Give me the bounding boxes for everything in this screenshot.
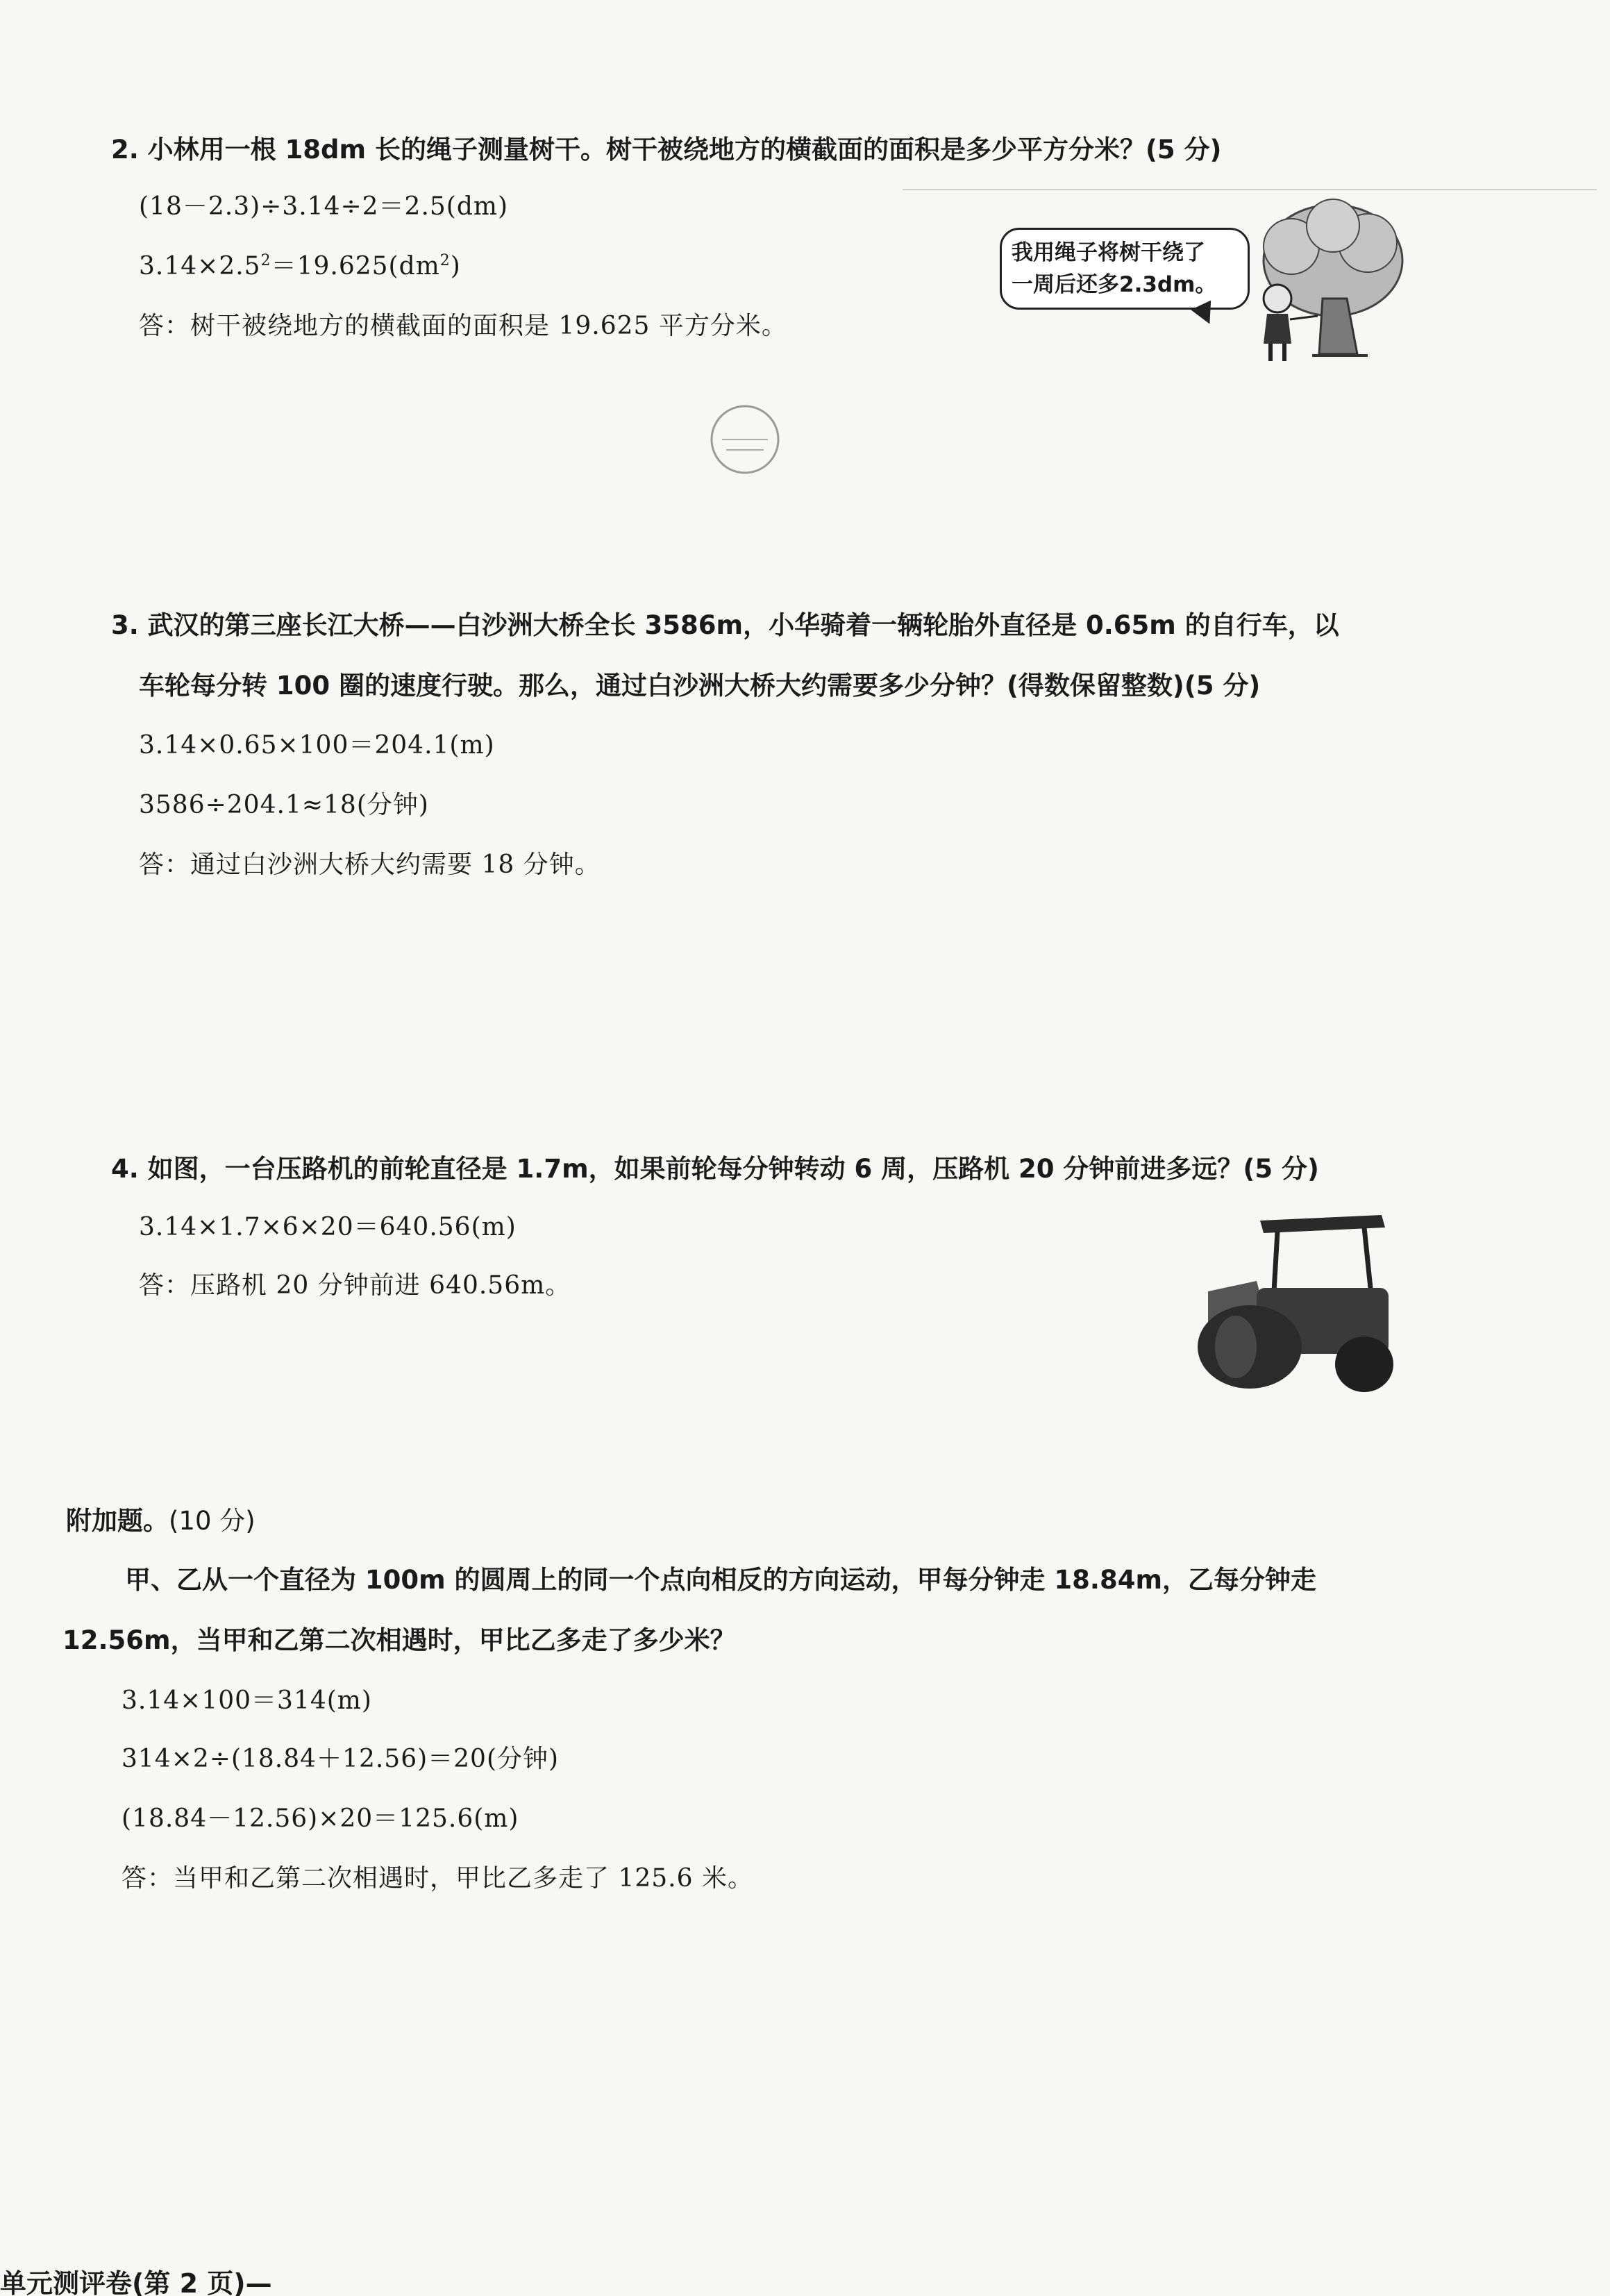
bubble-line-2: 一周后还多2.3dm。 [1012, 272, 1217, 297]
q3-answer: 答：通过白沙洲大桥大约需要 18 分钟。 [139, 850, 601, 879]
q2-step1: (18－2.3)÷3.14÷2＝2.5(dm) [139, 192, 509, 221]
q4-answer: 答：压路机 20 分钟前进 640.56m。 [139, 1271, 571, 1300]
q3-step1: 3.14×0.65×100＝204.1(m) [139, 731, 495, 760]
homework-stamp [707, 401, 783, 478]
q4-question: 4. 如图，一台压路机的前轮直径是 1.7m，如果前轮每分钟转动 6 周，压路机 20 分钟前进多远？(5 分) [111, 1154, 1319, 1184]
q2-question: 2. 小林用一根 18dm 长的绳子测量树干。树干被绕地方的横截面的面积是多少平方分米？(5 分) [111, 135, 1222, 165]
q3-question-line1: 3. 武汉的第三座长江大桥——白沙洲大桥全长 3586m，小华骑着一辆轮胎外直径是 0.65m 的自行车，以 [111, 610, 1339, 640]
bonus-title: 附加题。(10 分) [66, 1506, 255, 1536]
page-footer: 单元测评卷(第 2 页)— [0, 2268, 272, 2296]
bubble-line-1: 我用绳子将树干绕了 [1012, 240, 1205, 265]
bonus-question-line2: 12.56m，当甲和乙第二次相遇时，甲比乙多走了多少米？ [62, 1625, 736, 1655]
bonus-question-line1: 甲、乙从一个直径为 100m 的圆周上的同一个点向相反的方向运动，甲每分钟走 18.84m，乙每分钟走 [125, 1565, 1317, 1595]
bonus-answer: 答：当甲和乙第二次相遇时，甲比乙多走了 125.6 米。 [121, 1864, 753, 1893]
bonus-step1: 3.14×100＝314(m) [121, 1686, 372, 1715]
q4-step1: 3.14×1.7×6×20＝640.56(m) [139, 1213, 517, 1241]
road-roller-image [1194, 1208, 1402, 1396]
q3-step2: 3586÷204.1≈18(分钟) [139, 791, 429, 819]
divider-line [903, 189, 1597, 190]
bonus-step3: (18.84－12.56)×20＝125.6(m) [121, 1804, 519, 1833]
tree-boy-illustration [1229, 194, 1409, 368]
q2-answer: 答：树干被绕地方的横截面的面积是 19.625 平方分米。 [139, 312, 787, 340]
speech-bubble [1000, 228, 1250, 310]
q3-question-line2: 车轮每分转 100 圈的速度行驶。那么，通过白沙洲大桥大约需要多少分钟？(得数保留整数)(5 分) [139, 671, 1261, 701]
bonus-step2: 314×2÷(18.84＋12.56)＝20(分钟) [121, 1745, 560, 1773]
q2-step2: $3.14\times 2.5^2=19.625(dm^2)$ [139, 252, 461, 280]
